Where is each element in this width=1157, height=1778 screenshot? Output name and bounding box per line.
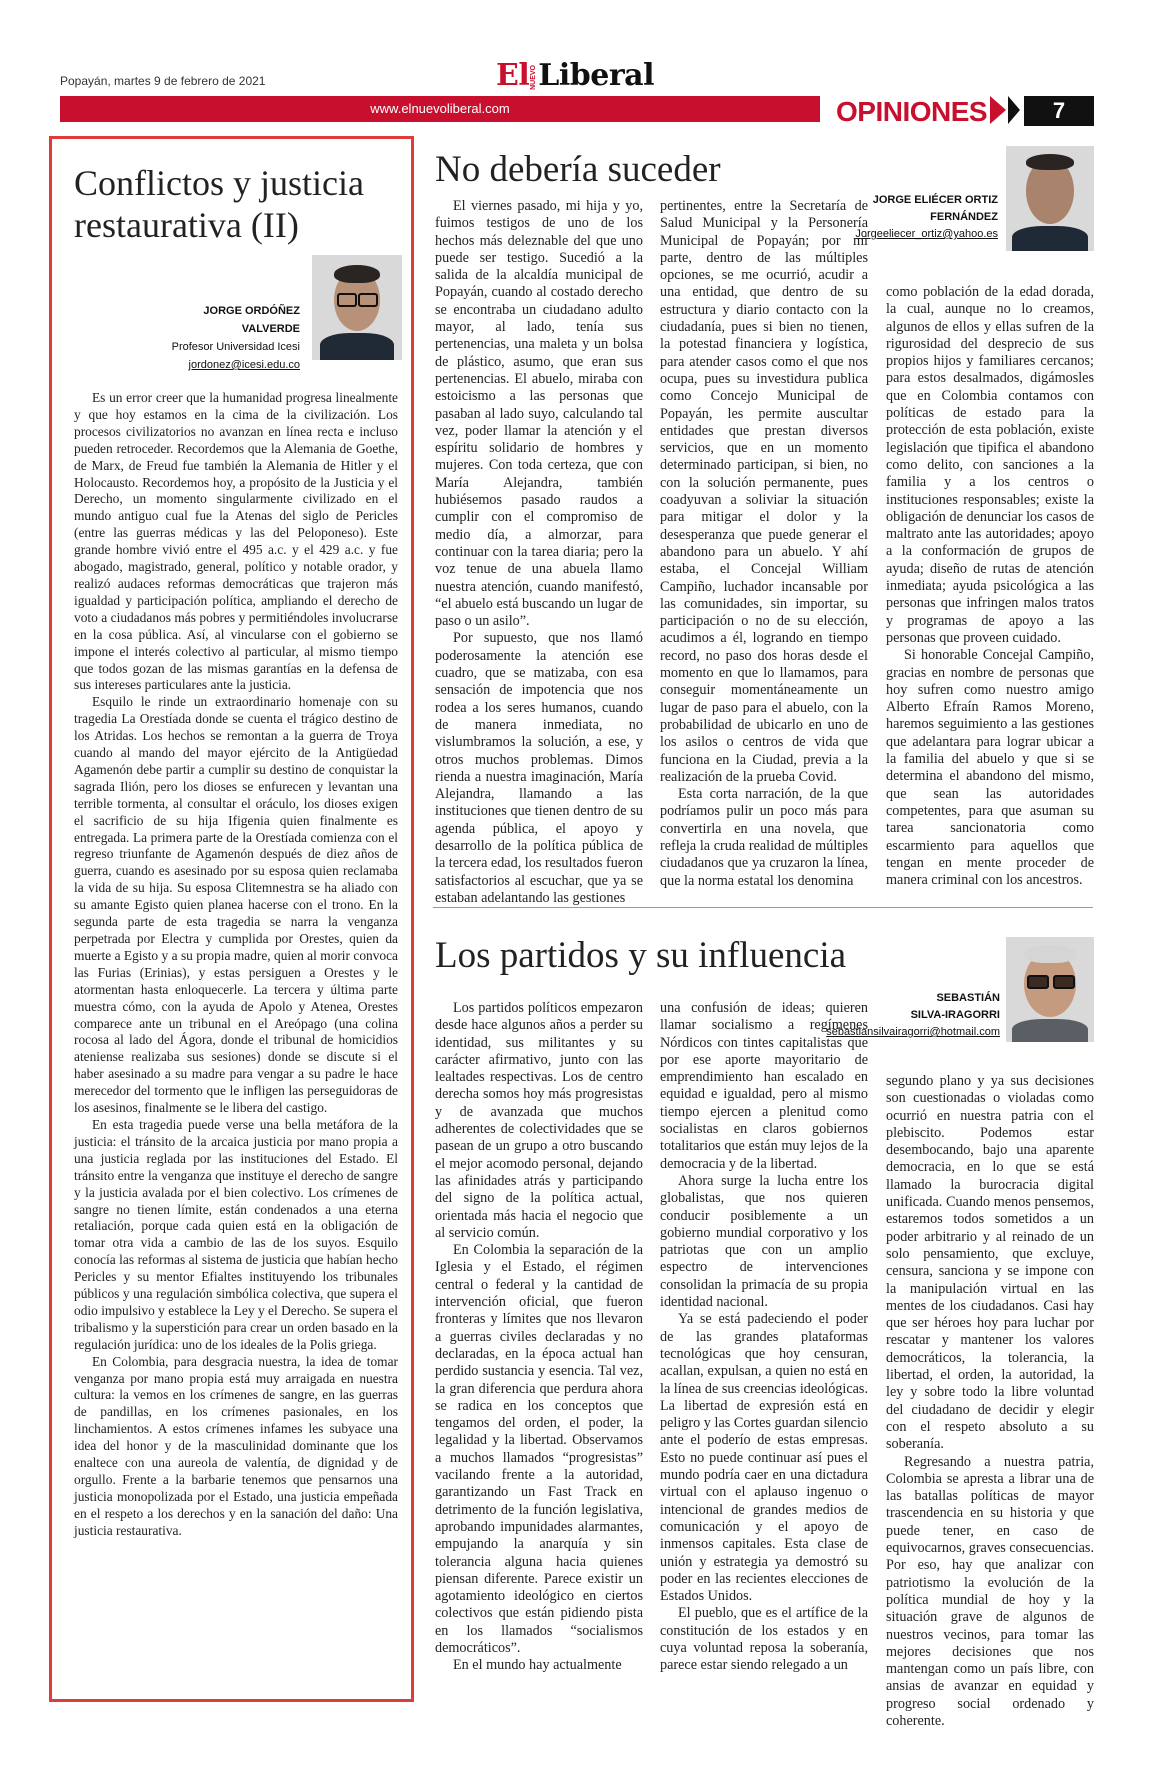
article3-author-line2: SILVA-IRAGORRI — [910, 1009, 1000, 1021]
article3-paragraph: Ahora surge la lucha entre los globalistas, que nos quieren conducir posiblemente a un gobierno mundial corporativo y los patriotas que con un amplio espectro de intervenciones consolidan la primacía de su propia identidad nacional. — [660, 1172, 868, 1311]
section-chevron-icon — [990, 96, 1006, 124]
issue-date: Popayán, martes 9 de febrero de 2021 — [60, 74, 266, 88]
article2-author: JORGE ELIÉCER ORTIZ FERNÁNDEZ — [872, 194, 998, 223]
article1-byline — [150, 302, 300, 374]
article3-author-email[interactable]: sebastiansilvairagorri@hotmail.com — [826, 1026, 1000, 1038]
article3-paragraph: segundo plano y ya sus decisiones son cuestionadas o violadas como ocurrió en nuestra patria con el plebiscito. Podemos estar desembocando, bajo una aparente democracia, en lo que se está llamado la burocracia digital unificada. Cuando menos pensemos, estaremos todos sometidos a un poder arbitrario y al reinado de un solo pensamiento, que excluye, censura, sanciona y se impone con la manipulación virtual en las mentes de los ciudadanos. Casi hay que ser héroes hoy para luchar por rescatar y mantener los valores democráticos, la tolerancia, la libertad, el orden, la autoridad, la ley y sobre todo la libre voluntad del ciudadano de decidir y elegir con el respeto absoluto a su soberanía. — [886, 1073, 1094, 1453]
section-title: OPINIONES — [836, 96, 988, 127]
newspaper-logo — [496, 58, 654, 93]
article3-paragraph: una confusión de ideas; quieren llamar socialismo a regímenes Nórdicos con tintes capitalistas que por ese aporte mayoritario de emprendimiento han escalado en equidad e igualdad, pero al mismo tiempo ejercen a plenitud como socialistas en claros gobiernos totalitarios que están muy lejos de la democracia y de la libertad. — [660, 1000, 868, 1172]
section-divider — [433, 907, 1093, 908]
article3-column-1 — [435, 1000, 643, 1675]
article2-column-3 — [886, 284, 1094, 889]
article1-paragraph: En esta tragedia puede verse una bella metáfora de la justicia: el tránsito de la arcaica justicia por mano propia a una justicia reglada por las instituciones del Estado. El tránsito entre la venganza que instituye el derecho de sangre y la justicia avalada por el bien colectivo. Los crímenes de sangre no tienen límite, están condenados a una eterna retaliación, porque cada quien está en la obligación de tomar otra vida a cambio de las de los suyos. Esquilo conocía las reformas al sistema de justicia que habían hecho Pericles y su mentor Efialtes instituyendo los tribunales públicos y una regulación simbólica colectiva, que supera el odio impulsivo y establece la Ley y el Derecho. Se supera el tribalismo y la superstición para crear un orden basado en la regulación jurídica: uno de los ideales de la Polis griega. — [74, 1116, 398, 1352]
article2-title: No debería suceder — [435, 149, 721, 190]
article2-paragraph: Esta corta narración, de la que podríamos pulir un poco más para convertirla en una novela, que refleja la cruda realidad de múltiples ciudadanos que ya cruzaron la línea, que la norma estatal los denomina — [660, 786, 868, 889]
logo-name: Liberal — [538, 58, 654, 93]
article1-body — [74, 390, 398, 1540]
article1-author-role: Profesor Universidad Icesi — [171, 341, 300, 353]
article2-author-email[interactable]: Jorgeeliecer_ortiz@yahoo.es — [855, 228, 998, 240]
article1-paragraph: En Colombia, para desgracia nuestra, la idea de tomar venganza por mano propia está muy arraigada en nuestra cultura: la vemos en los crímenes de sangre, en las guerras de pandillas, en los crímenes pasionales, en los linchamientos. A estos crímenes infames les subyace una idea del honor y de la masculinidad dominante que los enaltece con una aureola de valentía, de dignidad y de orgullo. Frente a la barbarie tenemos que pensarnos una justicia monopolizada por el Estado, una justicia empeñada en el respeto a los derechos y en la sanación del daño: Una justicia restaurativa. — [74, 1353, 398, 1538]
article1-author-email[interactable]: jordonez@icesi.edu.co — [188, 359, 300, 371]
section-chevron-dark-icon — [1008, 96, 1020, 124]
article3-author-line1: SEBASTIÁN — [936, 992, 1000, 1004]
article2-paragraph: El viernes pasado, mi hija y yo, fuimos testigos de uno de los hechos más deleznable del que uno puede ser testigo. Sucedió a la salida de la alcaldía municipal de Popayán, cuando al costado derecho se encontraba un ciudadano adulto mayor, al lado, tenía sus pertenencias, una maleta y un bolsa de plástico, asumo, que eran sus pertenencias. El abuelo, miraba con estoicismo a las personas que pasaban al lado suyo, calculando tal vez, poder llamar la atención y el espíritu solidario de hombres y mujeres. Con toda certeza, que con María Alejandra, también hubiésemos pasado raudos a cumplir con el compromiso de medio día, a almorzar, para continuar con la tarea diaria; pero la voz tenue de una abuela llamo nuestra atención, cuando manifestó, “el abuelo está buscando un lugar de paso o un asilo”. — [435, 198, 644, 630]
article3-paragraph: Ya se está padeciendo el poder de las grandes plataformas tecnológicas que hoy censuran, acallan, expulsan, a quien no está en la línea de sus creencias ideológicas. La libertad de expresión está en peligro y las Cortes guardan silencio ante el poderío de estas empresas. Esto no puede continuar así pues el mundo podría caer en una dictadura virtual con el aplauso ingenuo o intencional de grandes medios de comunicación y el apoyo de inmensos capitales. Esta clase de unión y estrategia ya demostró su poder en las recientes elecciones de Estados Unidos. — [660, 1311, 868, 1605]
article3-paragraph: En el mundo hay actualmente — [453, 1657, 622, 1674]
website-link[interactable]: www.elnuevoliberal.com — [370, 101, 510, 116]
logo-el: El — [496, 58, 530, 93]
page-number: 7 — [1024, 96, 1094, 126]
article2-paragraph: como población de la edad dorada, la cual, aunque no lo creamos, algunos de ellos y ellas sufren de la rigurosidad del desprecio de sus propios hijos y familiares cercanos; para estos desalmados, digámosles que en Colombia contamos con políticas de estado para la protección de esta población, existe legislación que tipifica el abandono como delito, con sanciones a la familia y a los centros o instituciones responsables; existe la obligación de denunciar los casos de maltrato ante las autoridades; apoyo a la conformación de grupos de ayuda; diseño de rutas de atención inmediata; ayuda psicológica a las personas que infringen malos tratos y programas de apoyo a las personas que proveen cuidado. — [886, 284, 1094, 646]
article3-paragraph: Los partidos políticos empezaron desde hace algunos años a perder su identidad, sus militantes y su carácter afirmativo, junto con las lealtades respectivas. Los de centro derecha somos hoy más progresistas y de avanzada que muchos adherentes de colectividades que se pasean de un grupo a otro buscando el mejor acomodo personal, dejando las afinidades atrás y participando del signo de la política actual, orientada más hacia el negocio que al servicio común. — [435, 1000, 643, 1241]
article3-paragraph: En Colombia la separación de la Iglesia y el Estado, el régimen central o federal y la cantidad de intervención oficial, que fueron fronteras y límites que nos llevaron a guerras civiles declaradas y no declaradas, en la época actual han perdido sustancia y esencia. Tal vez, la gran diferencia que perdura ahora se radica en los conceptos que tengamos del orden, el poder, la legalidad y la libertad. Observamos a muchos llamados “progresistas” vacilando frente a la autoridad, garantizando un Fast Track en detrimento de la función legislativa, aprobando impunidades alarmantes, empujando la anarquía y sin tolerancia alguna hacia quienes piensan diferente. Parece existir un agotamiento ideológico en ciertos colectivos que están pidiendo pista en los llamados “socialismos democráticos”. — [435, 1242, 643, 1656]
author-photo-ortiz — [1006, 146, 1094, 251]
article1-author: JORGE ORDÓÑEZ VALVERDE — [203, 305, 300, 335]
article2-column-2 — [660, 198, 868, 890]
author-photo-silva — [1006, 937, 1094, 1042]
header-bar — [60, 96, 820, 122]
article3-column-2 — [660, 1000, 868, 1675]
article3-title: Los partidos y su influencia — [435, 935, 847, 976]
article3-paragraph: Regresando a nuestra patria, Colombia se apresta a librar una de las batallas políticas de mayor trascendencia en su historia y que puede tener, en caso de equivocarnos, graves consecuencias. Por eso, hay que analizar con patriotismo la evolución de la política mundial de hoy y la situación grave de algunos de nuestros vecinos, para tomar las mejores decisiones que nos mantengan como un país libre, con ansias de avanzar en equidad y progreso social ordenado y coherente. — [886, 1453, 1094, 1729]
article1-paragraph: Esquilo le rinde un extraordinario homenaje con su tragedia La Orestíada donde se cuenta el trágico destino de los Atridas. Los hechos se remontan a la guerra de Troya cuando al mando del mayor ejército de la Antigüedad Agamenón debe partir a cumplir su destino de conquistar la sagrada Ilión, pero los dioses se enfurecen y levantan una terrible tormenta, al consultar el oráculo, los dioses exigen el sacrificio de su hija Ifigenia quien finalmente es entregada. La primera parte de la Orestíada comienza con el regreso triunfante de Agamenón después de diez años de guerra, cuando es asesinado por su esposa quien reclamaba la vida de su hija. Su esposa Clitemnestra se ha aliado con su amante Egisto quien planea hacerse con el trono. En la segunda parte de esta tragedia se narra la venganza perpetrada por Electra y cumplida por Orestes, quien da muerte a Egisto y a su propia madre, quien al morir convoca las Furias (Erinias), y estas persiguen a Orestes y le atormentan hasta enloquecerle. La tercera y última parte muestra cómo, con la ayuda de Apolo y Atenea, Orestes comparece ante un tribunal en el Areópago (una colina rocosa al lado del Ágora, donde el tribunal de homicidios ateniense realizaba sus sesiones) donde se discute si el haber asesinado a su madre para vengar a su padre le hace merecedor del tormento que le infligen las perseguidoras de los asesinos, finalmente se le libera del castigo. — [74, 694, 398, 1116]
article3-paragraph: El pueblo, que es el artífice de la constitución de los estados y en cuya voluntad reposa la soberanía, parece estar siendo relegado a un — [660, 1605, 868, 1674]
article3-column-3 — [886, 1073, 1094, 1730]
article2-paragraph: pertinentes, entre la Secretaría de Salud Municipal y la Personería Municipal de Popayán; por mi parte, dentro de las múltiples opciones, se me ocurrió, acudir a una entidad, que dentro de su estructura y diario contacto con la ciudadanía, pues si bien no tienen, la potestad financiera y logística, para atender casos como el que nos ocupa, pues su investidura publica como Concejo Municipal de Popayán, les permite auscultar entidades que prestan diversos servicios, que en un momento determinado participan, si bien, no con la solución permanente, pues coadyuvan a soliviar la situación para mitigar el dolor y la desesperanza que puede generar el abandono para un abuelo. Y ahí estaba, el Concejal William Campiño, luchador incansable por las comunidades, sin importar, su participación o no de su elección, acudimos a él, logrando en tiempo record, no paso dos horas desde el momento en que lo llamamos, para conseguir momentáneamente un lugar de paso para el abuelo, con la probabilidad de ubicarlo en uno de los asilos o centros de vida que funciona en la Ciudad, previa a la realización de la prueba Covid. — [660, 198, 868, 785]
article2-byline — [846, 192, 998, 243]
article2-column-1 — [435, 198, 643, 907]
logo-nuevo: NUEVO — [530, 64, 538, 90]
article1-paragraph: Es un error creer que la humanidad progresa linealmente y que hoy estamos en la cima de la civilización. Los procesos civilizatorios no avanzan en línea recta e incluso pueden retroceder. Recordemos que la Alemania de Goethe, de Marx, de Freud fue también la Alemania de Hitler y el Holocausto. Recordemos hoy, a propósito de la Justicia y el Derecho, un momento singularmente civilizado en el mundo antiguo cual fue la Atenas del siglo de Pericles (entre las guerras médicas y las del Peloponeso). Este grande hombre vivió entre el 495 a.c. y el 429 a.c. y fue abogado, magistrado, general, político y notable orador, y realizó audaces reformas democráticas que trajeron más igualdad y participación política, ampliando el derecho de voto a ciudadanos más pobres y permitiéndoles involucrarse en la cosa pública. Así, al vincularse con el gobierno se impone el interés colectivo al particular, al mismo tiempo que todos gozan de las mismas garantías en la defensa de sus intereses particulares ante la justicia. — [74, 390, 398, 693]
article1-title: Conflictos y justicia restaurativa (II) — [74, 163, 364, 245]
author-photo-ordonez — [312, 255, 402, 360]
article2-paragraph: Por supuesto, que nos llamó poderosamente la atención ese cuadro, que se matizaba, con esa sensación de impotencia que nos rodea a los seres humanos, cuando de manera inmediata, no vislumbramos la solución, a ese, y otros muchos problemas. Dimos rienda a nuestra imaginación, María Alejandra, llamando a las instituciones que tienen dentro de su agenda pública, el apoyo y desarrollo de la política pública de la tercera edad, los resultados fueron satisfactorios al escuchar, que ya se estaban adelantando las gestiones — [435, 630, 643, 906]
article2-paragraph: Si honorable Concejal Campiño, gracias en nombre de personas que hoy sufren como nuestro amigo Alberto Efraín Ramos Moreno, haremos seguimiento a las gestiones que adelantara para lograr ubicar a la familia del abuelo y que si se determina el abandono del mismo, que sean las autoridades competentes, para que asuman su tarea sancionatoria como escarmiento para aquellos que tengan en mente proceder de manera criminal con los ancestros. — [886, 647, 1094, 889]
